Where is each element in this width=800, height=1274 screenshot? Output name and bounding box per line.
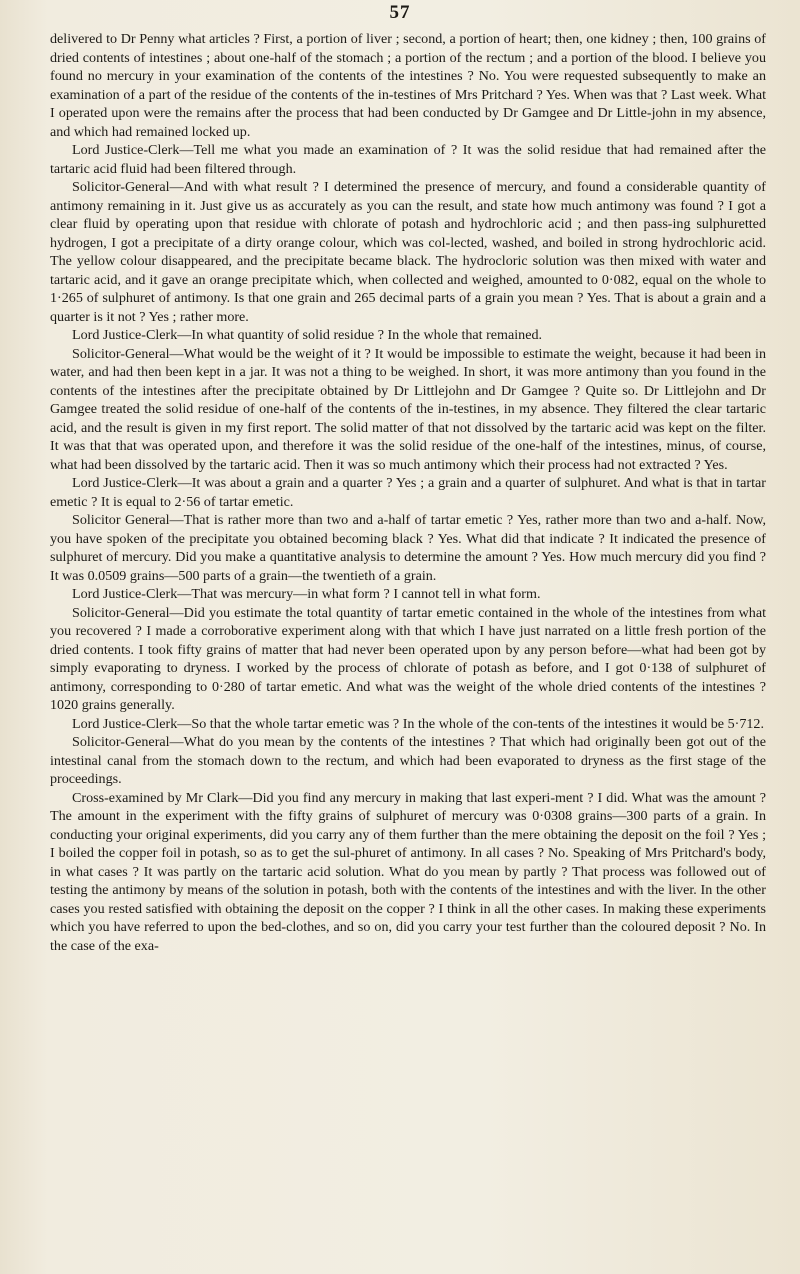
paragraph-12: Cross-examined by Mr Clark—Did you find any mercury in making that last experi-ment ? I did. What was the amount ? The amount in the experiment with the fifty grains of sulphuret of mercury was 0·0308 grains—300 parts of a grain. In conducting your original experiments, did you carry any of them further than the mere obtaining the deposit on the foil ? Yes ; I boiled the copper foil in potash, so as to get the sul-phuret of antimony. In all cases ? No. Speaking of Mrs Pritchard's body, in what cases ? It was partly on the tartaric acid solution. What do you mean by partly ? That process was followed out of testing the antimony by means of the solution in potash, both with the contents of the intestines and with the liver. In the other cases you rested satisfied with obtaining the deposit on the copper ? I think in all the other cases. In making these experiments which you have referred to upon the bed-clothes, and so on, did you carry your test further than the coloured deposit ? No. In the case of the exa- [50,789,766,954]
paragraph-5: Solicitor-General—What would be the weight of it ? It would be impossible to estimate the weight, because it had been in water, and had then been kept in a jar. It was not a thing to be weighed. In short, it was more antimony than you found in the contents of the intestines after the precipitate obtained by Dr Littlejohn and Dr Gamgee ? Quite so. Dr Littlejohn and Dr Gamgee treated the solid residue of one-half of the contents of the in-testines, in my absence. They filtered the clear tartaric acid, and the result is given in my first report. The solid matter of that not dissolved by the tartaric acid was kept on the filter. It was that that was operated upon, and therefore it was the solid residue of the one-half of the intestines, minus, of course, what had been dissolved by the tartaric acid. Then it was so much antimony which their process had not extracted ? Yes. [50,345,766,473]
paragraph-7: Solicitor General—That is rather more than two and a-half of tartar emetic ? Yes, rather more than two and a-half. Now, you have spoken of the precipitate you obtained becoming black ? Yes. What did that indicate ? It indicated the presence of sulphuret of mercury. Did you make a quantitative analysis to determine the amount ? Yes. How much mercury did you find ? It was 0.0509 grains—500 parts of a grain—the twentieth of a grain. [50,512,766,584]
page-body [50,30,766,955]
paragraph-11: Solicitor-General—What do you mean by the contents of the intestines ? That which had originally been got out of the intestinal canal from the stomach down to the rectum, and which had been evaporated to dryness as the first stage of the proceedings. [50,734,766,787]
paragraph-2: Lord Justice-Clerk—Tell me what you made an examination of ? It was the solid residue that had remained after the tartaric acid fluid had been filtered through. [50,142,766,177]
paragraph-4: Lord Justice-Clerk—In what quantity of solid residue ? In the whole that remained. [72,327,543,343]
paragraph-6: Lord Justice-Clerk—It was about a grain and a quarter ? Yes ; a grain and a quarter of sulphuret. And what is that in tartar emetic ? It is equal to 2·56 of tartar emetic. [50,475,766,510]
paragraph-3: Solicitor-General—And with what result ? I determined the presence of mercury, and found a considerable quantity of antimony remaining in it. Just give us as accurately as you can the result, and state how much antimony was found ? I got a clear fluid by operating upon that residue with chlorate of potash and hydrochloric acid ; and then pass-ing sulphuretted hydrogen, I got a precipitate of a dirty orange colour, which was col-lected, washed, and boiled in strong hydrochloric acid. The yellow colour disappeared, and the precipitate became black. The hydrocloric solution was then mixed with water and tartaric acid, and it gave an orange precipitate which, when collected and weighed, amounted to 0·082, equal on the whole to 1·265 of sulphuret of antimony. Is that one grain and 265 decimal parts of a grain you mean ? Yes. That is about a grain and a quarter is it not ? Yes ; rather more. [50,179,766,325]
paragraph-10: Lord Justice-Clerk—So that the whole tartar emetic was ? In the whole of the con-tents of the intestines it would be 5·712. [72,715,764,732]
paragraph-1: delivered to Dr Penny what articles ? First, a portion of liver ; second, a portion of heart; then, one kidney ; then, 100 grains of dried contents of intestines ; about one-half of the stomach ; a portion of the rectum ; and a portion of the blood. I believe you found no mercury in your examination of the contents of the intestines ? No. You were requested subsequently to make an examination of a part of the residue of the contents of the in-testines of Mrs Pritchard ? Yes. When was that ? Last week. What I operated upon were the remains after the process that had been conducted by Dr Gamgee and Dr Little-john in my absence, and which had remained locked up. [50,31,766,140]
page-number: 57 [389,2,411,23]
paragraph-8: Lord Justice-Clerk—That was mercury—in what form ? I cannot tell in what form. [72,586,541,602]
paragraph-9: Solicitor-General—Did you estimate the total quantity of tartar emetic contained in the whole of the intestines from what you recovered ? I made a corroborative experiment along with that which I have just narrated on a little fresh portion of the dried contents. I took fifty grains of matter that had never been operated upon by any person before—what had been got by simply evaporating to dryness. I worked by the process of chlorate of potash as before, and I got 0·138 of sulphuret of antimony, corresponding to 0·280 of tartar emetic. And what was the weight of the whole dried contents of the intestines ? 1020 grains generally. [50,604,766,713]
